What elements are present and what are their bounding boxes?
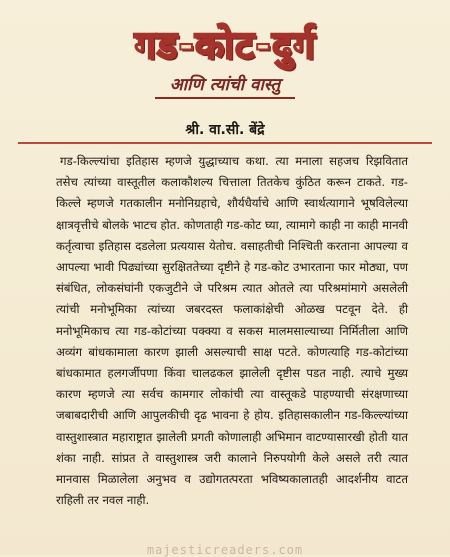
subtitle-underline <box>155 97 295 99</box>
title-block <box>0 18 450 70</box>
author-name: श्री. वा.सी. बेंद्रे <box>185 122 265 138</box>
watermark: majesticreaders.com <box>146 543 304 557</box>
book-subtitle: आणि त्यांची वास्तु <box>169 75 281 95</box>
book-title: गड-कोट-दुर्ग <box>134 23 316 67</box>
body-paragraph: गड-किल्ल्यांचा इतिहास म्हणजे युद्धाच्याच कथा. त्या मनाला सहजच रिझवितात तसेच त्यांच्या वास्तूतील कलाकौशल्य चित्ताला तितकेच कुंठित करून टाकते. गड-किल्ले म्हणजे गतकालीन मनोनिग्रहाचे, शौर्यधैर्याचे आणि स्वार्थत्यागाने भूषविलेल्या क्षात्रवृत्तीचे बोलके भाटच होत. कोणताही गड-कोट घ्या, त्यामागे काही ना काही मानवी कर्तृत्वाचा इतिहास दडलेला प्रत्ययास येतोच. वसाहतीची निश्चिती करताना आपल्या व आपल्या भावी पिढ्यांच्या सुरक्षिततेच्या दृष्टीने हे गड-कोट उभारताना फार मोठ्या, पण संबंधित, लोकसंघांनी एकजुटीने जे परिश्रम त्यात ओतले त्या परिश्रमांमागे असलेली त्यांची मनोभूमिका त्यांच्या जबरदस्त फलाकांक्षेची ओळख पटवून देते. ही मनोभूमिकाच त्या गड-कोटांच्या पक्क्या व सकस मालमसाल्याच्या निर्मितीला आणि अव्यंग बांधकामाला कारण झाली असल्याची साक्ष पटते. कोणत्याहि गड-कोटांच्या बांधकामात हलगर्जीपणा किंवा चालढकल झालेली दृष्टीस पडत नाही. त्याचे मुख्य कारण म्हणजे त्या सर्वच कामगार लोकांची त्या वास्तूकडे पाहण्याची संरक्षणाच्या जबाबदारीची आणि आपुलकीची दृढ भावना हे होय. इतिहासकालीन गड-किल्ल्यांच्या वास्तुशास्त्रात महाराष्ट्रात झालेली प्रगती कोणालाही अभिमान वाटण्यासारखी होती यात शंका नाही. सांप्रत ते वास्तुशास्त्र जरी कालाने निरुपयोगी केले असले तरी त्यात मानवास मिळालेला अनुभव व उद्योगतत्परता भविष्यकालातही आदर्शनीय वाटत राहिली तर नवल नाही. <box>56 154 408 508</box>
divider-rule <box>18 142 432 144</box>
